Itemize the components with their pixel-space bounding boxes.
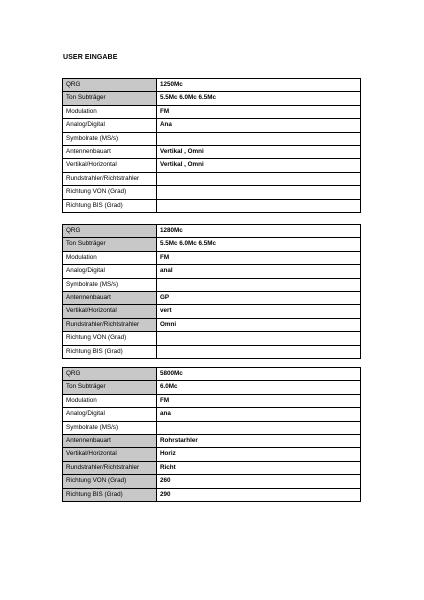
field-value: 5.5Mc 6.0Mc 6.5Mc — [157, 92, 361, 105]
field-label: Rundstrahler/Richtstrahler — [63, 461, 157, 474]
field-label: QRG — [63, 225, 157, 238]
field-value: 5800Mc — [157, 368, 361, 381]
field-value — [157, 172, 361, 185]
field-label: Modulation — [63, 105, 157, 118]
table-row — [63, 461, 361, 474]
table-row — [63, 475, 361, 488]
table-row — [63, 159, 361, 172]
field-value: Richt — [157, 461, 361, 474]
table-row — [63, 448, 361, 461]
table-row — [63, 132, 361, 145]
field-label: Vertikal/Horizontal — [63, 448, 157, 461]
field-label: Ton Subträger — [63, 238, 157, 251]
field-value — [157, 199, 361, 212]
field-value: 1280Mc — [157, 225, 361, 238]
field-value: vert — [157, 305, 361, 318]
field-value: FM — [157, 105, 361, 118]
field-value: GP — [157, 292, 361, 305]
table-row — [63, 421, 361, 434]
table-row — [63, 435, 361, 448]
field-label: Analog/Digital — [63, 408, 157, 421]
field-value — [157, 332, 361, 345]
field-label: QRG — [63, 368, 157, 381]
field-value: Horiz — [157, 448, 361, 461]
field-label: Richtung BIS (Grad) — [63, 199, 157, 212]
field-value: Vertikal , Omni — [157, 146, 361, 159]
field-label: Antennenbauart — [63, 146, 157, 159]
field-value — [157, 132, 361, 145]
field-label: Antennenbauart — [63, 292, 157, 305]
table-row — [63, 238, 361, 251]
field-value — [157, 421, 361, 434]
field-label: Rundstrahler/Richtstrahler — [63, 172, 157, 185]
table-row — [63, 381, 361, 394]
field-value — [157, 345, 361, 358]
input-table-1 — [62, 78, 361, 213]
field-value: anal — [157, 265, 361, 278]
field-label: Modulation — [63, 251, 157, 264]
table-row — [63, 172, 361, 185]
field-value: Rohrstarhler — [157, 435, 361, 448]
field-value: 260 — [157, 475, 361, 488]
table-row — [63, 394, 361, 407]
field-value: Vertikal , Omni — [157, 159, 361, 172]
field-label: QRG — [63, 79, 157, 92]
field-value: FM — [157, 394, 361, 407]
field-value: FM — [157, 251, 361, 264]
page-title: USER EINGABE — [63, 54, 118, 61]
field-label: Rundstrahler/Richtstrahler — [63, 318, 157, 331]
field-label: Vertikal/Horizontal — [63, 305, 157, 318]
field-value: ana — [157, 408, 361, 421]
field-label: Modulation — [63, 394, 157, 407]
table-row — [63, 488, 361, 501]
table-row — [63, 119, 361, 132]
field-label: Symbolrate (MS/s) — [63, 132, 157, 145]
table-row — [63, 305, 361, 318]
input-table-3 — [62, 367, 361, 502]
field-label: Analog/Digital — [63, 119, 157, 132]
table-row — [63, 332, 361, 345]
field-label: Vertikal/Horizontal — [63, 159, 157, 172]
field-value: 5.5Mc 6.0Mc 6.5Mc — [157, 238, 361, 251]
field-label: Antennenbauart — [63, 435, 157, 448]
table-row — [63, 345, 361, 358]
field-value — [157, 186, 361, 199]
input-table-2 — [62, 224, 361, 359]
table-row — [63, 368, 361, 381]
table-row — [63, 225, 361, 238]
field-label: Richtung BIS (Grad) — [63, 488, 157, 501]
field-value — [157, 278, 361, 291]
field-label: Ton Subträger — [63, 381, 157, 394]
field-label: Richtung VON (Grad) — [63, 186, 157, 199]
table-row — [63, 146, 361, 159]
table-row — [63, 199, 361, 212]
field-label: Richtung BIS (Grad) — [63, 345, 157, 358]
table-row — [63, 186, 361, 199]
table-row — [63, 105, 361, 118]
field-label: Ton Subträger — [63, 92, 157, 105]
table-row — [63, 251, 361, 264]
field-value: Ana — [157, 119, 361, 132]
field-label: Symbolrate (MS/s) — [63, 278, 157, 291]
field-label: Analog/Digital — [63, 265, 157, 278]
table-row — [63, 278, 361, 291]
field-label: Richtung VON (Grad) — [63, 475, 157, 488]
table-row — [63, 292, 361, 305]
field-value: 290 — [157, 488, 361, 501]
field-value: 1250Mc — [157, 79, 361, 92]
field-value: Omni — [157, 318, 361, 331]
field-value: 6.0Mc — [157, 381, 361, 394]
table-row — [63, 318, 361, 331]
field-label: Symbolrate (MS/s) — [63, 421, 157, 434]
field-label: Richtung VON (Grad) — [63, 332, 157, 345]
table-row — [63, 265, 361, 278]
table-row — [63, 408, 361, 421]
table-row — [63, 79, 361, 92]
table-row — [63, 92, 361, 105]
